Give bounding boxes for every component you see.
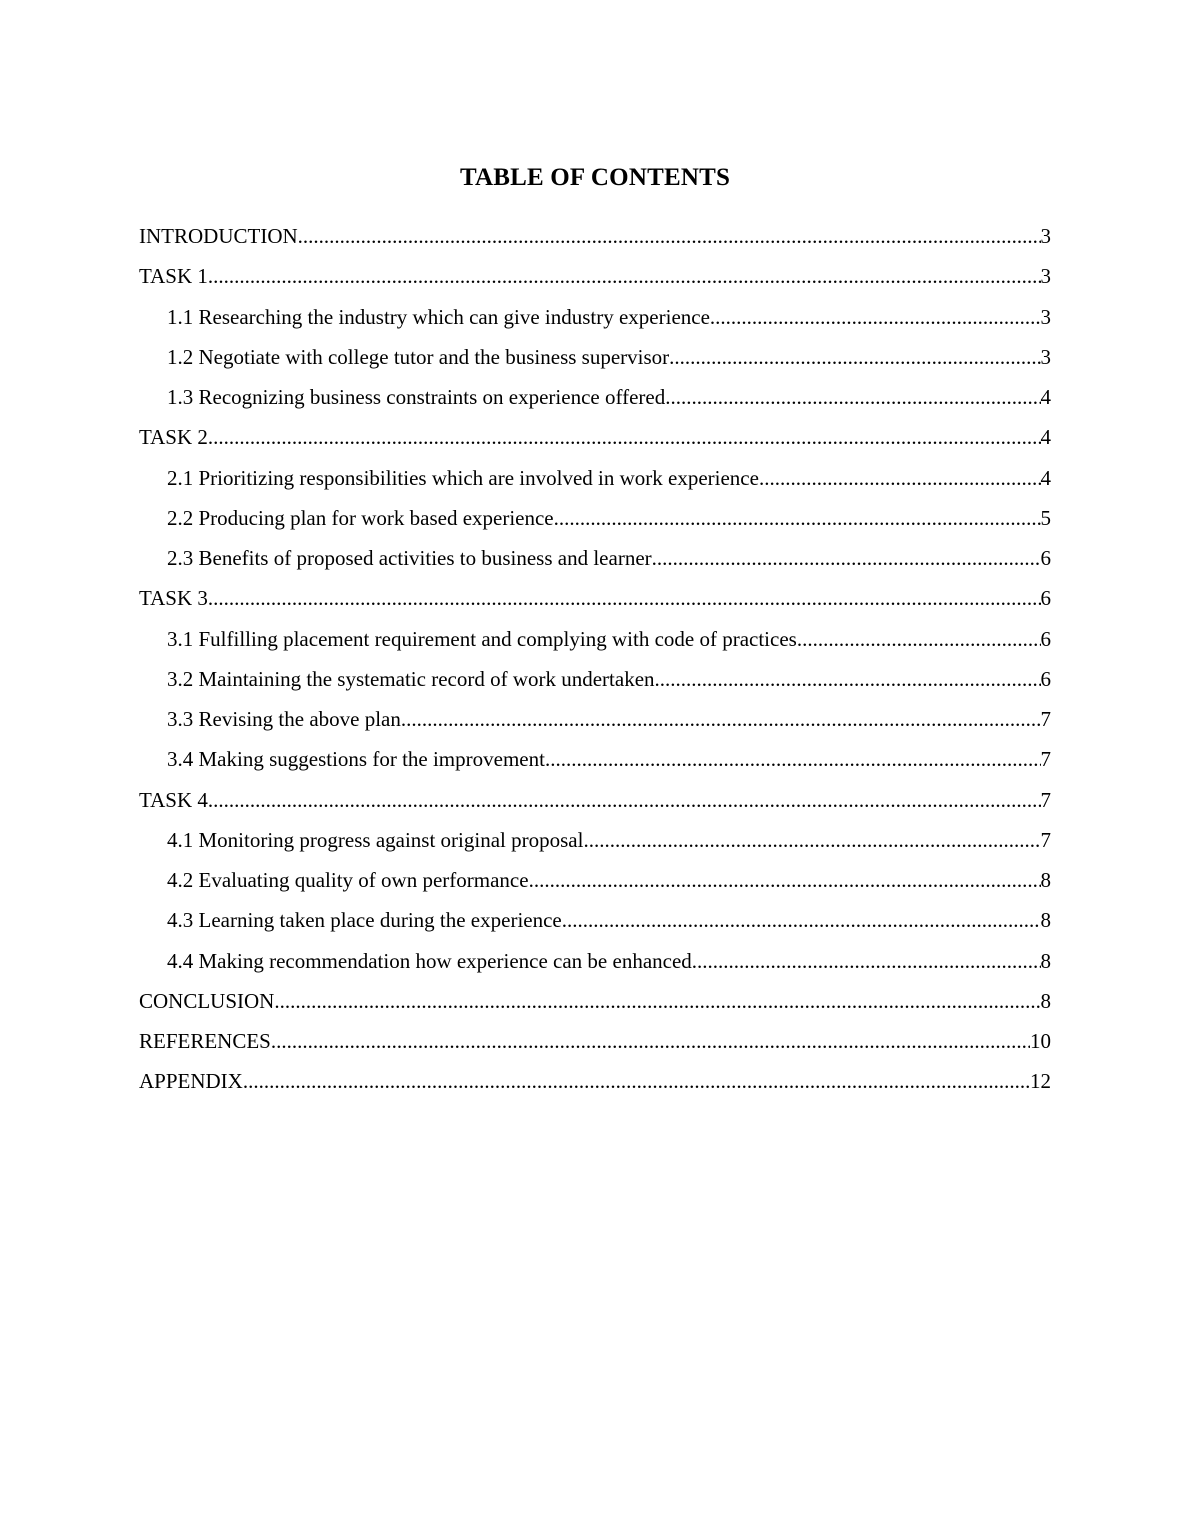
toc-dot-leader xyxy=(797,619,1041,659)
toc-title: TABLE OF CONTENTS xyxy=(459,164,731,191)
toc-entry-label: CONCLUSION xyxy=(139,988,275,1013)
toc-entry-label: 4.3 Learning taken place during the experience xyxy=(167,908,562,933)
toc-entry-2-2[interactable] xyxy=(139,498,1051,538)
toc-entry-4-4[interactable] xyxy=(139,941,1051,981)
toc-entry-1-2[interactable] xyxy=(139,337,1051,377)
toc-page-number: 10 xyxy=(1030,1029,1051,1053)
toc-dot-leader xyxy=(208,578,1041,618)
toc-entry-2-1[interactable] xyxy=(139,458,1051,498)
toc-dot-leader xyxy=(298,216,1041,256)
toc-entry-4-3[interactable] xyxy=(139,900,1051,940)
toc-entry-task-3[interactable] xyxy=(139,578,1051,618)
toc-dot-leader xyxy=(274,981,1040,1021)
toc-entry-4-1[interactable] xyxy=(139,820,1051,860)
toc-entry-label: 3.2 Maintaining the systematic record of work undertaken xyxy=(167,666,655,691)
toc-dot-leader xyxy=(208,780,1041,820)
toc-entry-label: TASK 3 xyxy=(139,586,208,611)
toc-page-number: 4 xyxy=(1040,465,1051,490)
toc-dot-leader xyxy=(529,860,1041,900)
toc-dot-leader xyxy=(665,377,1040,417)
toc-page-number: 6 xyxy=(1040,666,1051,691)
toc-dot-leader xyxy=(208,256,1041,296)
toc-page-number: 8 xyxy=(1040,868,1051,892)
toc-entry-references[interactable] xyxy=(139,1021,1051,1061)
toc-page-number: 6 xyxy=(1040,626,1051,651)
toc-entry-label: 1.1 Researching the industry which can give industry experience xyxy=(167,304,710,329)
toc-dot-leader xyxy=(669,337,1040,377)
toc-entry-label: INTRODUCTION xyxy=(139,224,298,248)
toc-page-number: 7 xyxy=(1040,827,1051,852)
toc-entry-label: 2.1 Prioritizing responsibilities which are involved in work experience xyxy=(167,465,759,490)
toc-entry-label: APPENDIX xyxy=(139,1069,243,1094)
toc-entry-label: 4.1 Monitoring progress against original proposal xyxy=(167,827,584,852)
toc-entry-conclusion[interactable] xyxy=(139,981,1051,1021)
toc-entry-label: 2.2 Producing plan for work based experience xyxy=(167,505,554,530)
toc-entry-task-4[interactable] xyxy=(139,780,1051,820)
toc-entry-3-4[interactable] xyxy=(139,739,1051,779)
toc-page-number: 3 xyxy=(1040,304,1051,329)
toc-dot-leader xyxy=(710,297,1041,337)
toc-dot-leader xyxy=(692,941,1041,981)
toc-page-number: 3 xyxy=(1040,264,1051,289)
toc-page-number: 3 xyxy=(1040,224,1051,248)
toc-entry-3-2[interactable] xyxy=(139,659,1051,699)
toc-dot-leader xyxy=(545,739,1041,779)
toc-page-number: 5 xyxy=(1040,505,1051,530)
toc-dot-leader xyxy=(271,1021,1030,1061)
toc-entry-task-1[interactable] xyxy=(139,256,1051,296)
toc-entry-1-3[interactable] xyxy=(139,377,1051,417)
toc-dot-leader xyxy=(562,900,1041,940)
toc-page-number: 4 xyxy=(1040,385,1051,409)
toc-dot-leader xyxy=(652,538,1041,578)
toc-entry-label: 3.1 Fulfilling placement requirement and complying with code of practices xyxy=(167,626,797,651)
toc-dot-leader xyxy=(583,820,1040,860)
toc-entry-4-2[interactable] xyxy=(139,860,1051,900)
toc-entry-label: TASK 4 xyxy=(139,787,208,812)
toc-dot-leader xyxy=(554,498,1041,538)
toc-page-number: 6 xyxy=(1040,546,1051,570)
toc-entry-label: 1.3 Recognizing business constraints on experience offered xyxy=(167,385,666,409)
toc-entry-label: TASK 2 xyxy=(139,425,208,450)
toc-entry-2-3[interactable] xyxy=(139,538,1051,578)
toc-entry-label: 2.3 Benefits of proposed activities to business and learner xyxy=(167,546,652,570)
toc-page-number: 7 xyxy=(1040,707,1051,731)
toc-page-number: 7 xyxy=(1040,787,1051,812)
toc-dot-leader xyxy=(401,699,1041,739)
toc-entry-label: 1.2 Negotiate with college tutor and the business supervisor xyxy=(167,344,670,369)
toc-page-number: 12 xyxy=(1030,1069,1051,1094)
toc-entry-label: 4.4 Making recommendation how experience can be enhanced xyxy=(167,948,692,973)
toc-page-number: 6 xyxy=(1040,586,1051,611)
toc-entry-1-1[interactable] xyxy=(139,297,1051,337)
toc-entry-label: TASK 1 xyxy=(139,264,208,289)
toc-entry-label: 3.4 Making suggestions for the improvement xyxy=(167,747,545,772)
toc-entry-task-2[interactable] xyxy=(139,417,1051,457)
toc-list xyxy=(139,216,1051,1102)
toc-page-number: 4 xyxy=(1040,425,1051,450)
toc-dot-leader xyxy=(208,417,1041,457)
toc-entry-3-1[interactable] xyxy=(139,619,1051,659)
toc-entry-label: REFERENCES xyxy=(139,1029,271,1053)
toc-entry-label: 4.2 Evaluating quality of own performance xyxy=(167,868,529,892)
toc-entry-appendix[interactable] xyxy=(139,1061,1051,1101)
toc-page-number: 3 xyxy=(1040,344,1051,369)
toc-dot-leader xyxy=(243,1061,1030,1101)
toc-page-number: 8 xyxy=(1040,948,1051,973)
toc-entry-introduction[interactable] xyxy=(139,216,1051,256)
toc-page-number: 8 xyxy=(1040,988,1051,1013)
toc-entry-label: 3.3 Revising the above plan xyxy=(167,707,401,731)
toc-dot-leader xyxy=(655,659,1041,699)
toc-entry-3-3[interactable] xyxy=(139,699,1051,739)
toc-page-number: 8 xyxy=(1040,908,1051,933)
toc-dot-leader xyxy=(759,458,1041,498)
toc-page-number: 7 xyxy=(1040,747,1051,772)
